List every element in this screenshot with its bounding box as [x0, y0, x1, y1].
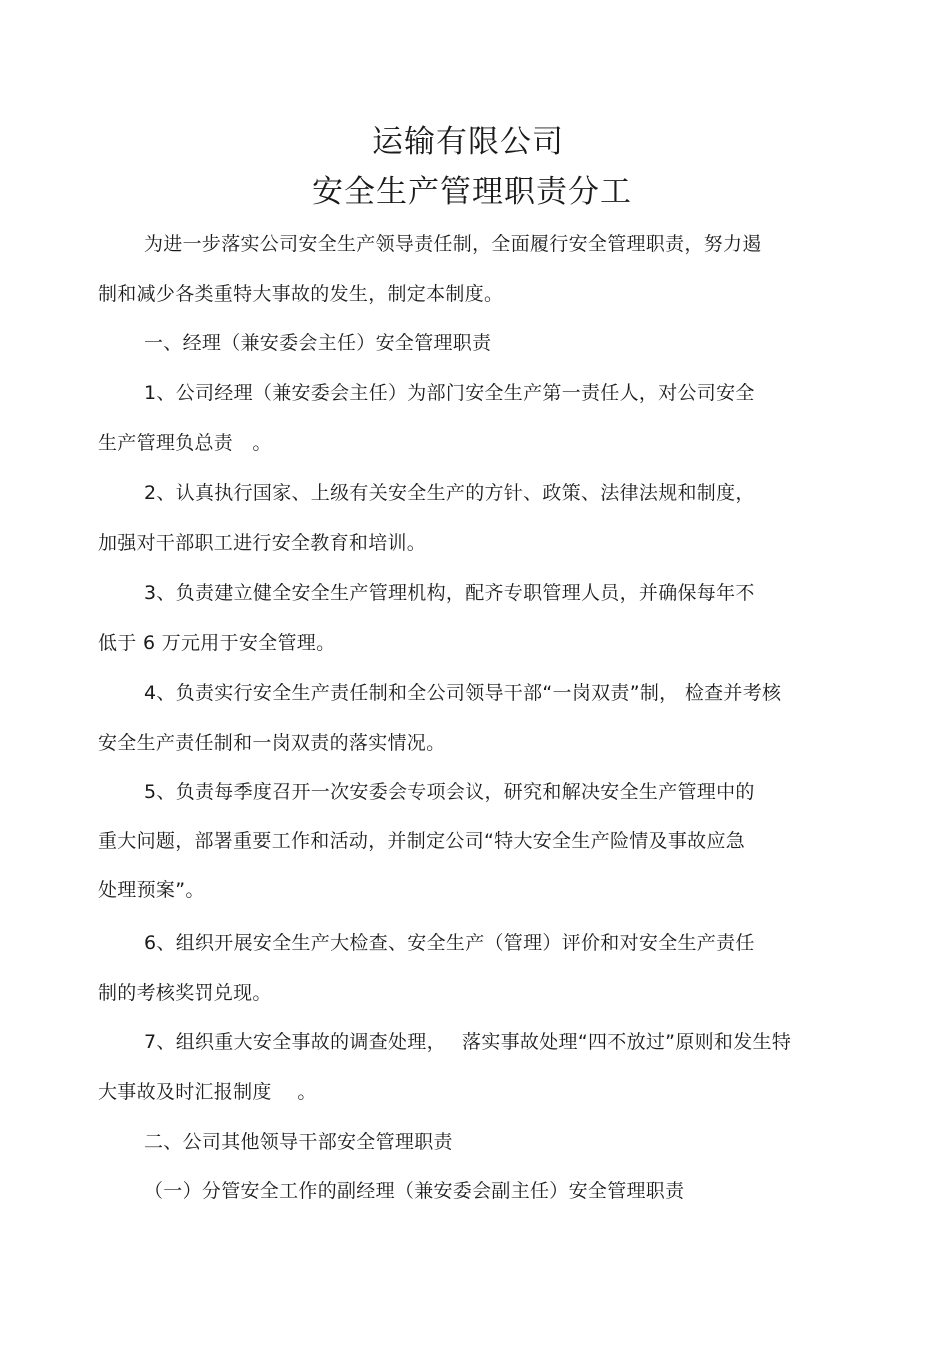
- item-7-line-1: 7、组织重大安全事故的调查处理， 落实事故处理“四不放过”原则和发生特: [144, 1031, 792, 1053]
- item-2-line-2: 加强对干部职工进行安全教育和培训。: [98, 532, 427, 554]
- item-7-line-2: 大事故及时汇报制度 。: [98, 1081, 317, 1103]
- item-1-line-1: 1、公司经理（兼安委会主任）为部门安全生产第一责任人，对公司安全: [144, 382, 755, 404]
- subsection-1-heading: （一）分管安全工作的副经理（兼安委会副主任）安全管理职责: [144, 1180, 685, 1202]
- item-6-line-2: 制的考核奖罚兑现。: [98, 982, 272, 1004]
- section-1-heading: 一、经理（兼安委会主任）安全管理职责: [144, 332, 492, 354]
- item-3-line-2: 低于 6 万元用于安全管理。: [98, 632, 336, 654]
- intro-line-2: 制和减少各类重特大事故的发生，制定本制度。: [98, 283, 504, 305]
- document-title-main: 安全生产管理职责分工: [312, 174, 632, 210]
- item-6-line-1: 6、组织开展安全生产大检查、安全生产（管理）评价和对安全生产责任: [144, 932, 755, 954]
- item-4-line-2: 安全生产责任制和一岗双责的落实情况。: [98, 732, 446, 754]
- item-5-line-3: 处理预案”。: [98, 879, 205, 901]
- item-3-line-1: 3、负责建立健全安全生产管理机构，配齐专职管理人员，并确保每年不: [144, 582, 755, 604]
- item-5-line-1: 5、负责每季度召开一次安委会专项会议，研究和解决安全生产管理中的: [144, 781, 755, 803]
- document-title-company: 运输有限公司: [372, 124, 564, 160]
- item-2-line-1: 2、认真执行国家、上级有关安全生产的方针、政策、法律法规和制度，: [144, 482, 755, 504]
- item-4-line-1: 4、负责实行安全生产责任制和全公司领导干部“一岗双责”制， 检查并考核: [144, 682, 782, 704]
- section-2-heading: 二、公司其他领导干部安全管理职责: [144, 1131, 453, 1153]
- intro-line-1: 为进一步落实公司安全生产领导责任制，全面履行安全管理职责，努力遏: [144, 233, 762, 255]
- item-5-line-2: 重大问题，部署重要工作和活动，并制定公司“特大安全生产险情及事故应急: [98, 830, 746, 852]
- item-1-line-2: 生产管理负总责 。: [98, 432, 272, 454]
